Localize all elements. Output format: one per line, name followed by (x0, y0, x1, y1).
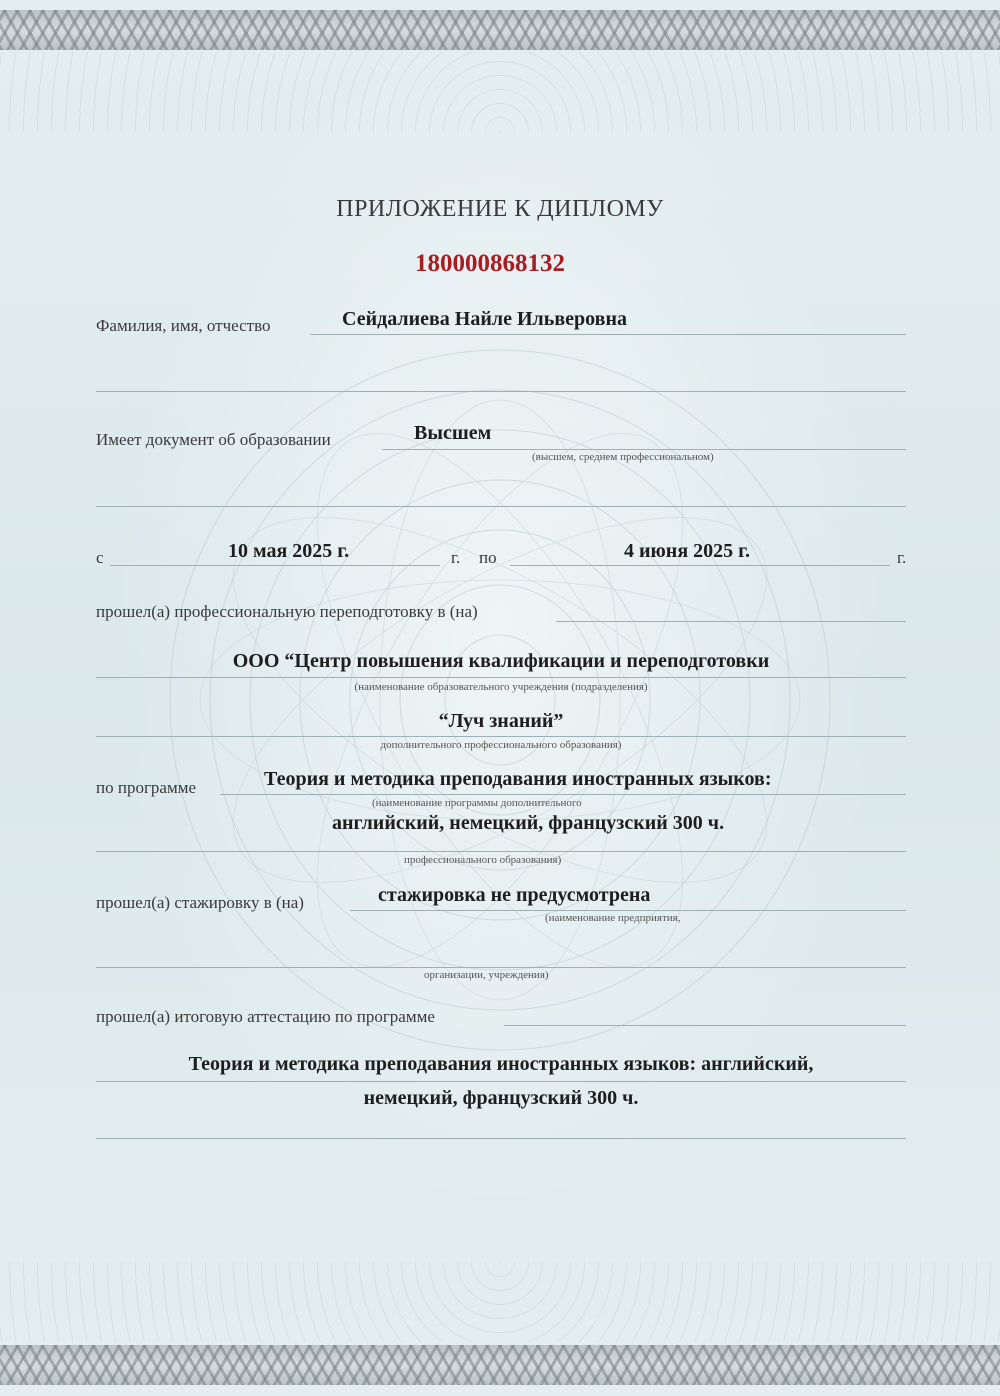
retraining-label: прошел(а) профессиональную переподготовку в (на) (96, 602, 478, 621)
document-title: ПРИЛОЖЕНИЕ К ДИПЛОМУ (336, 196, 664, 222)
retraining-org-line2-underline (96, 736, 906, 737)
period-from-underline (110, 565, 440, 566)
education-value: Высшем (414, 422, 492, 444)
program-line2-underline (96, 851, 906, 852)
retraining-org-line1: ООО “Центр повышения квалификации и переподготовки (232, 650, 770, 672)
program-line2: английский, немецкий, французский 300 ч. (332, 812, 725, 834)
program-line1: Теория и методика преподавания иностранных языков: (264, 768, 772, 790)
period-to-prefix: по (479, 548, 497, 567)
program-hint2: профессионального образования) (404, 854, 562, 866)
attestation-line1: Теория и методика преподавания иностранных языков: английский, (188, 1053, 814, 1075)
internship-hint1: (наименование предприятия, (545, 912, 681, 924)
internship-hint2: организации, учреждения) (424, 969, 549, 981)
retraining-hint1: (наименование образовательного учреждения (подразделения) (354, 681, 648, 693)
bottom-ornament-border (0, 1345, 1000, 1385)
period-year-mark-1: г. (451, 548, 461, 567)
attestation-label: прошел(а) итоговую аттестацию по программе (96, 1007, 435, 1026)
internship-value: стажировка не предусмотрена (378, 884, 651, 906)
education-underline (382, 449, 906, 450)
fio-underline (310, 334, 906, 335)
education-hint: (высшем, среднем профессиональном) (532, 451, 714, 463)
retraining-org-line2: “Луч знаний” (438, 710, 564, 732)
education-extra-line (96, 506, 906, 507)
period-from-prefix: с (96, 548, 104, 567)
fio-value: Сейдалиева Найле Ильверовна (342, 308, 627, 330)
period-to-date: 4 июня 2025 г. (624, 540, 750, 562)
retraining-label-underline (556, 621, 906, 622)
top-ornament-border (0, 10, 1000, 50)
education-label: Имеет документ об образовании (96, 430, 331, 449)
fio-extra-line (96, 391, 906, 392)
attestation-extra-line (96, 1138, 906, 1139)
retraining-hint2: дополнительного профессионального образования) (380, 739, 622, 751)
attestation-label-underline (504, 1025, 906, 1026)
fio-label: Фамилия, имя, отчество (96, 316, 271, 335)
attestation-line2: немецкий, французский 300 ч. (363, 1087, 639, 1109)
bottom-guilloche-pattern (0, 1262, 1000, 1342)
document-number: 180000868132 (415, 250, 565, 277)
period-to-underline (510, 565, 890, 566)
attestation-line1-underline (96, 1081, 906, 1082)
program-line1-underline (220, 794, 906, 795)
internship-extra-line (96, 967, 906, 968)
internship-label: прошел(а) стажировку в (на) (96, 893, 304, 912)
program-hint1: (наименование программы дополнительного (372, 797, 582, 809)
top-guilloche-pattern (0, 52, 1000, 132)
period-from-date: 10 мая 2025 г. (228, 540, 350, 562)
period-year-mark-2: г. (897, 548, 907, 567)
program-label: по программе (96, 778, 197, 797)
internship-underline (350, 910, 906, 911)
retraining-org-line1-underline (96, 677, 906, 678)
